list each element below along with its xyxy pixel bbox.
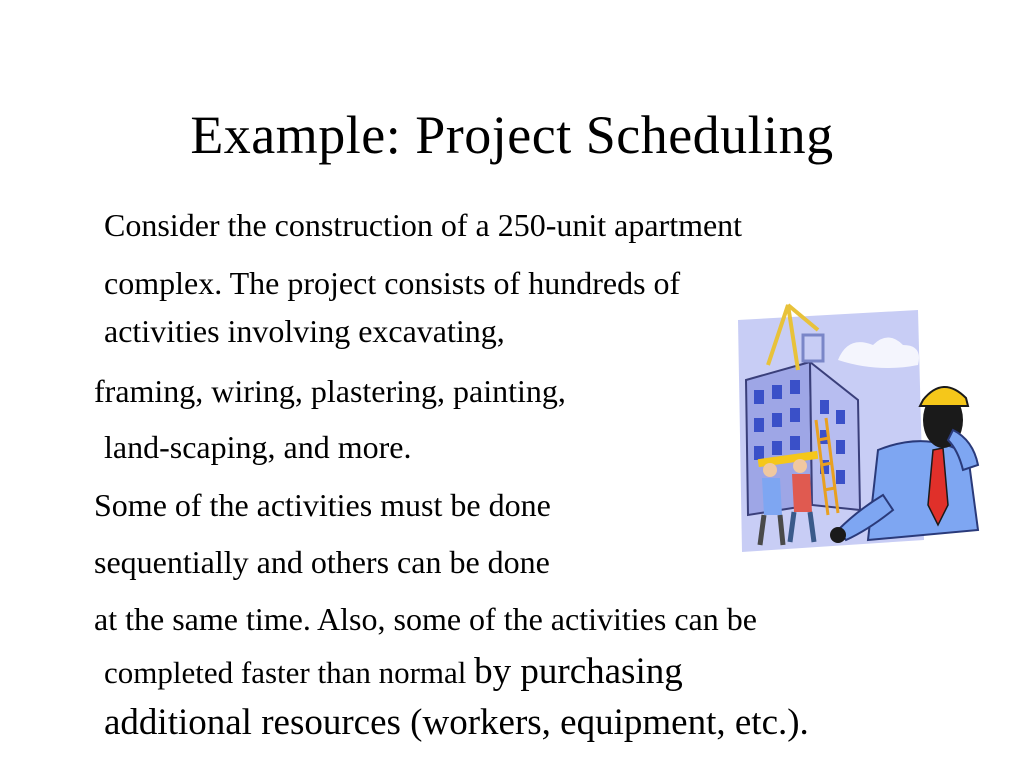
body-line-1: Consider the construction of a 250-unit apartment	[104, 207, 743, 243]
body-line-7: sequentially and others can be done	[94, 544, 550, 580]
body-line-8: at the same time. Also, some of the activities can be	[94, 601, 757, 637]
body-line-4: framing, wiring, plastering, painting,	[94, 373, 566, 409]
body-line-9-normal: completed faster than normal	[104, 655, 475, 690]
body-line-9-large: by purchasing	[474, 651, 683, 692]
body-line-9	[104, 652, 683, 693]
construction-workers-icon	[728, 290, 984, 560]
body-line-6: Some of the activities must be done	[94, 487, 551, 523]
body-line-5: land-scaping, and more.	[104, 429, 412, 465]
slide-title: Example: Project Scheduling	[190, 105, 834, 165]
body-line-10: additional resources (workers, equipment, etc.).	[104, 702, 809, 743]
body-line-2: complex. The project consists of hundreds of	[104, 265, 681, 301]
body-line-3: activities involving excavating,	[104, 313, 505, 349]
